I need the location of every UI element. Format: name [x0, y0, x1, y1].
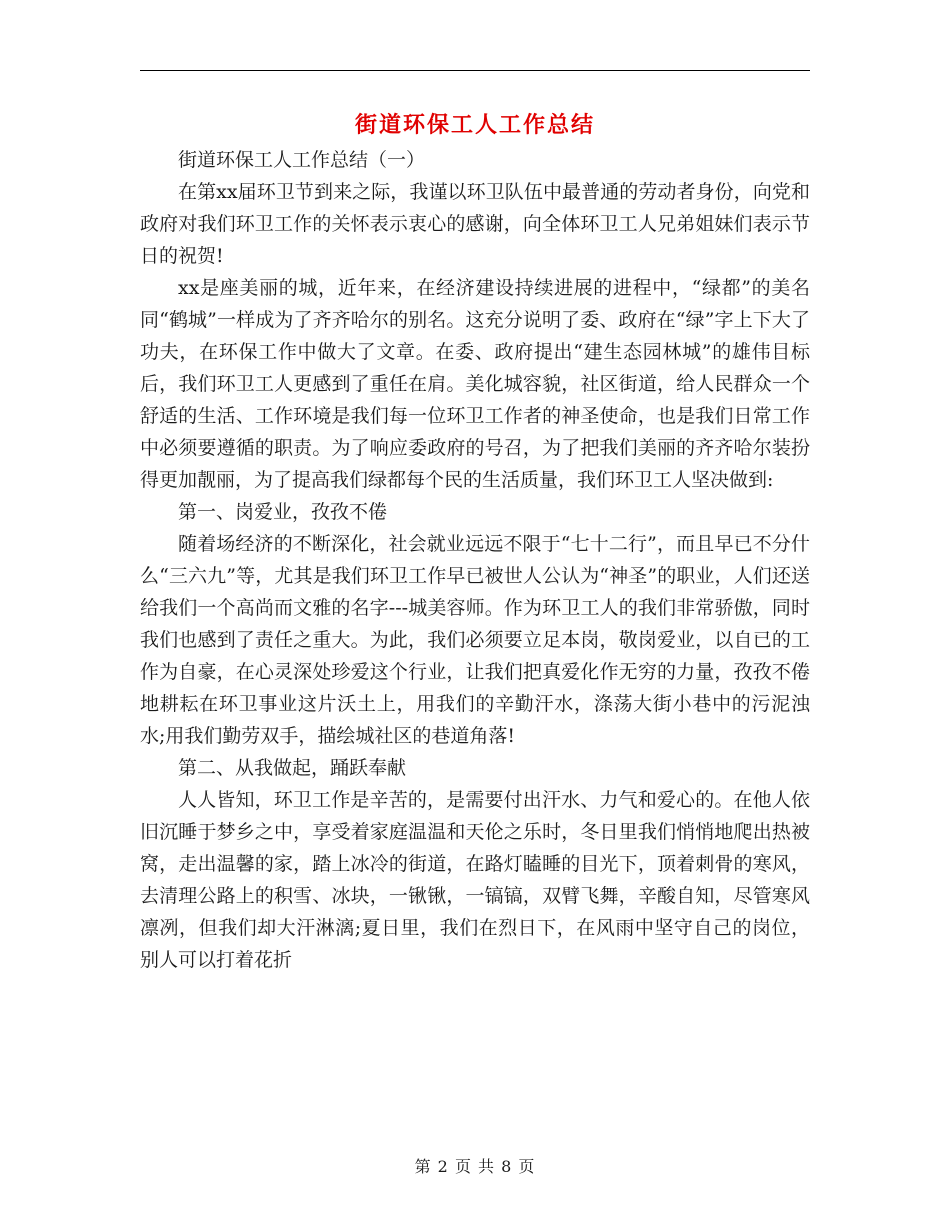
document-title: 街道环保工人工作总结	[354, 112, 595, 138]
subheading: 第二、从我做起，踊跃奉献	[178, 757, 407, 779]
page-number-footer: 第 2 页 共 8 页	[414, 1157, 536, 1176]
body-paragraph: 人人皆知，环卫工作是辛苦的，是需要付出汗水、力气和爱心的。在他人依旧沉睡于梦乡之中，享受着家庭温温和天伦之乐时，冬日里我们悄悄地爬出热被窝，走出温馨的家，踏上冰冷的街道，在路灯瞌睡的目光下，顶着刺骨的寒风，去清理公路上的积雪、冰块，一锹锹，一镐镐，双臂飞舞，辛酸自知，尽管寒风凛冽，但我们却大汗淋漓;夏日里，我们在烈日下，在风雨中坚守自己的岗位，别人可以打着花折	[140, 789, 810, 971]
body-paragraph: 在第xx届环卫节到来之际，我谨以环卫队伍中最普通的劳动者身份，向党和政府对我们环卫工作的关怀表示衷心的感谢，向全体环卫工人兄弟姐妹们表示节日的祝贺!	[140, 181, 810, 267]
body-paragraph: 随着场经济的不断深化，社会就业远远不限于“七十二行”，而且早已不分什么“三六九”等，尤其是我们环卫工作早已被世人公认为“神圣”的职业，人们还送给我们一个高尚而文雅的名字---城美容师。作为环卫工人的我们非常骄傲，同时我们也感到了责任之重大。为此，我们必须要立足本岗，敬岗爱业，以自已的工作为自豪，在心灵深处珍爱这个行业，让我们把真爱化作无穷的力量，孜孜不倦地耕耘在环卫事业这片沃土上，用我们的辛勤汗水，涤荡大街小巷中的污泥浊水;用我们勤劳双手，描绘城社区的巷道角落!	[140, 533, 810, 747]
body-paragraph: xx是座美丽的城，近年来，在经济建设持续进展的进程中，“绿都”的美名同“鹤城”一样成为了齐齐哈尔的别名。这充分说明了委、政府在“绿”字上下大了功夫，在环保工作中做大了文章。在委、政府提出“建生态园林城”的雄伟目标后，我们环卫工人更感到了重任在肩。美化城容貌，社区街道，给人民群众一个舒适的生活、工作环境是我们每一位环卫工作者的神圣使命，也是我们日常工作中必须要遵循的职责。为了响应委政府的号召，为了把我们美丽的齐齐哈尔装扮得更加靓丽，为了提高我们绿都每个民的生活质量，我们环卫工人坚决做到:	[140, 277, 810, 491]
document-body	[140, 144, 810, 976]
subheading: 第一、岗爱业，孜孜不倦	[178, 501, 388, 523]
header-rule	[140, 70, 810, 71]
section-heading: 街道环保工人工作总结（一）	[178, 149, 426, 171]
